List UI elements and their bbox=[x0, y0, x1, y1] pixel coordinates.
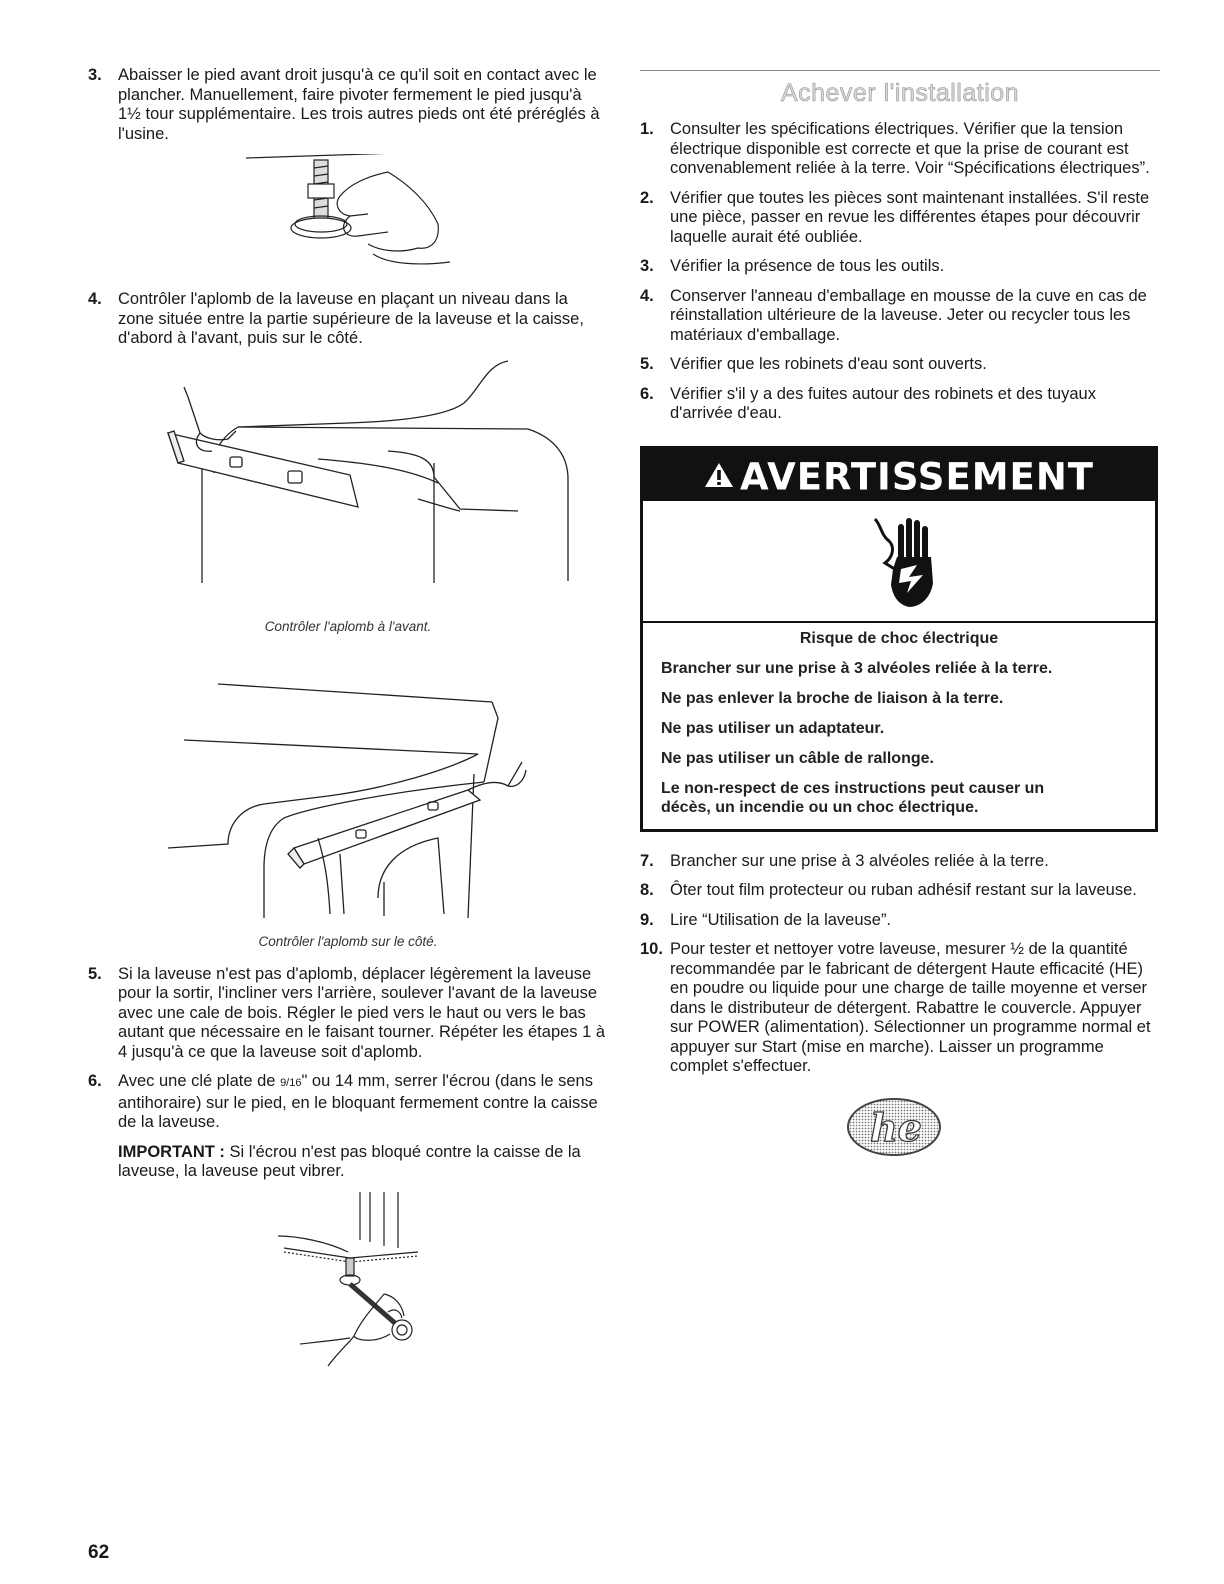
step-text: Vérifier que toutes les pièces sont maintenant installées. S'il reste une pièce, passer en revue les différentes étapes pour découvrir laquelle aurait été oubliée. bbox=[670, 188, 1150, 246]
step-number: 3. bbox=[88, 66, 102, 84]
list-item bbox=[640, 287, 1160, 346]
he-logo-text: he bbox=[870, 1104, 922, 1150]
caption-front: Contrôler l'aplomb à l'avant. bbox=[264, 618, 432, 634]
warning-header bbox=[643, 449, 1155, 501]
step-text: Vérifier la présence de tous les outils. bbox=[670, 257, 945, 275]
warning-body bbox=[643, 623, 1155, 829]
wrench-fraction: 9/16 bbox=[280, 1077, 302, 1089]
page-number: 62 bbox=[88, 1542, 110, 1563]
step-number: 7. bbox=[640, 851, 654, 870]
warning-line: Ne pas utiliser un câble de rallonge. bbox=[661, 749, 934, 767]
step-number: 6. bbox=[640, 384, 654, 403]
step-text: Contrôler l'aplomb de la laveuse en plaçant un niveau dans la zone située entre la partie supérieure de la laveuse et la caisse, d'abord à l'avant, puis sur le côté. bbox=[118, 290, 584, 347]
step-number: 4. bbox=[640, 286, 654, 305]
step-number: 6. bbox=[88, 1072, 102, 1090]
step-text: Pour tester et nettoyer votre laveuse, mesurer ½ de la quantité recommandée par le fabricant de détergent Haute efficacité (HE) en poudre ou liquide pour une charge de taille moyenne et verser dans le distributeur de détergent. Rabattre le couvercle. Appuyer sur POWER (alimentation). Sélectionner un programme normal et appuyer sur Start (mise en marche). Laisser un programme complet s'effectuer. bbox=[670, 940, 1151, 1075]
list-item bbox=[640, 852, 1160, 872]
step-text: Brancher sur une prise à 3 alvéoles reliée à la terre. bbox=[670, 851, 1049, 870]
foot-adjust-drawing bbox=[88, 154, 608, 280]
foot-adjust-illustration bbox=[88, 154, 608, 280]
list-item bbox=[640, 355, 1160, 375]
right-column bbox=[640, 70, 1160, 1177]
step-4-check-level bbox=[88, 290, 608, 349]
step-number: 1. bbox=[640, 120, 654, 138]
warning-triangle-icon bbox=[704, 450, 734, 504]
he-logo-area bbox=[640, 1097, 1160, 1177]
electric-shock-hand-icon bbox=[871, 513, 937, 611]
list-item bbox=[640, 385, 1160, 424]
step-6-tighten bbox=[88, 1072, 608, 1182]
caption-side: Contrôler l'aplomb sur le côté. bbox=[258, 933, 438, 949]
steps-top-list bbox=[640, 120, 1160, 424]
important-text: Si l'écrou n'est pas bloqué contre la caisse de la laveuse, la laveuse peut vibrer. bbox=[118, 1142, 581, 1180]
warning-title: AVERTISSEMENT bbox=[739, 455, 1095, 498]
important-label: IMPORTANT : bbox=[118, 1142, 225, 1161]
steps-bottom-list bbox=[640, 852, 1160, 1077]
step-text-part-b: " ou 14 mm, serrer l'écrou (dans le sens antihoraire) sur le pied, en le bloquant fermement contre la caisse de la laveuse. bbox=[118, 1072, 598, 1131]
section-title: Achever l'installation bbox=[780, 79, 1020, 107]
warning-line: Ne pas utiliser un adaptateur. bbox=[661, 719, 885, 737]
step-number: 8. bbox=[640, 881, 654, 899]
step-number: 9. bbox=[640, 910, 654, 929]
important-note bbox=[118, 1143, 608, 1182]
step-text: Abaisser le pied avant droit jusqu'à ce qu'il soit en contact avec le plancher. Manuellement, faire pivoter fermement le pied jusqu'à 1½ tour supplémentaire. Les trois autres pieds ont été préréglés à l'usine. bbox=[118, 66, 600, 143]
step-text: Vérifier s'il y a des fuites autour des robinets et des tuyaux d'arrivée d'eau. bbox=[670, 384, 1096, 422]
list-item bbox=[640, 911, 1160, 931]
warning-icon-row bbox=[643, 501, 1155, 623]
step-number: 2. bbox=[640, 188, 654, 207]
warning-line: Ne pas enlever la broche de liaison à la terre. bbox=[661, 689, 1004, 707]
step-number: 10. bbox=[640, 940, 663, 958]
left-column bbox=[88, 66, 608, 1378]
step-3-leveling bbox=[88, 66, 608, 144]
section-divider bbox=[640, 70, 1160, 71]
warning-consequence: Le non-respect de ces instructions peut causer un décès, un incendie ou un choc électrique. bbox=[661, 779, 1045, 816]
list-item bbox=[640, 120, 1160, 179]
list-item bbox=[640, 881, 1160, 901]
step-text: Vérifier que les robinets d'eau sont ouverts. bbox=[670, 355, 987, 373]
step-5-adjust bbox=[88, 965, 608, 1063]
warning-line: Brancher sur une prise à 3 alvéoles reliée à la terre. bbox=[661, 659, 1053, 677]
step-text: Lire “Utilisation de la laveuse”. bbox=[670, 910, 892, 929]
step-number: 5. bbox=[88, 964, 102, 983]
step-text-part-a: Avec une clé plate de bbox=[118, 1072, 281, 1090]
step-text: Consulter les spécifications électriques. Vérifier que la tension électrique disponible est correcte et que la prise de courant est convenablement reliée à la terre. Voir “Spécifications électriques”. bbox=[670, 120, 1150, 177]
he-logo bbox=[846, 1097, 946, 1161]
level-front-drawing bbox=[88, 359, 608, 609]
warning-hazard: Risque de choc électrique bbox=[799, 629, 999, 647]
step-number: 5. bbox=[640, 355, 654, 373]
warning-box bbox=[640, 446, 1158, 832]
list-item bbox=[640, 940, 1160, 1077]
step-number: 3. bbox=[640, 257, 654, 275]
step-text: Si la laveuse n'est pas d'aplomb, déplacer légèrement la laveuse pour la sortir, l'incliner vers l'arrière, soulever l'avant de la laveuse avec une cale de bois. Régler le pied vers le haut ou vers le bas autant que nécessaire en le faisant tourner. Répéter les étapes 1 à 4 jusqu'à ce que la laveuse soit d'aplomb. bbox=[118, 964, 606, 1061]
wrench-drawing bbox=[88, 1192, 608, 1368]
wrench-illustration bbox=[88, 1192, 608, 1368]
level-side-illustration bbox=[88, 678, 608, 924]
step-text: Ôter tout film protecteur ou ruban adhésif restant sur la laveuse. bbox=[670, 881, 1137, 899]
list-item bbox=[640, 189, 1160, 248]
step-text bbox=[118, 1072, 608, 1133]
list-item bbox=[640, 257, 1160, 277]
level-side-drawing bbox=[88, 678, 608, 924]
level-front-illustration bbox=[88, 359, 608, 609]
step-text: Conserver l'anneau d'emballage en mousse de la cuve en cas de réinstallation ultérieure de la laveuse. Jeter ou recycler tous les matériaux d'emballage. bbox=[670, 286, 1147, 344]
step-number: 4. bbox=[88, 290, 102, 308]
